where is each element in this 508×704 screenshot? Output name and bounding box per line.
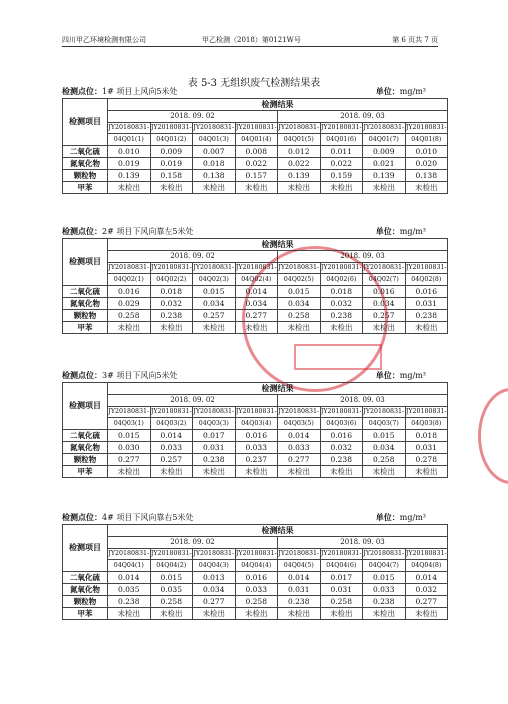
item-name: 氮氧化物 — [63, 583, 108, 595]
item-name: 氮氧化物 — [63, 441, 108, 453]
results-header: 检测结果 — [108, 383, 448, 395]
results-table — [62, 382, 448, 478]
value-cell: 0.033 — [150, 441, 193, 453]
sample-id-suffix: 04Q04(5) — [278, 560, 321, 572]
item-header: 检测项目 — [63, 99, 108, 146]
sample-id-prefix: JY20180831- — [150, 122, 193, 134]
company-name: 四川甲乙环境检测有限公司 — [62, 36, 146, 44]
value-cell: 0.277 — [235, 309, 278, 321]
date-cell: 2018. 09. 02 — [108, 537, 278, 549]
value-cell: 0.014 — [235, 285, 278, 297]
value-cell: 0.157 — [235, 169, 278, 181]
table-row — [63, 169, 448, 181]
item-name: 二氧化硫 — [63, 429, 108, 441]
value-cell: 未检出 — [108, 465, 151, 477]
table-row — [63, 571, 448, 583]
value-cell: 未检出 — [278, 465, 321, 477]
table-row — [63, 309, 448, 321]
value-cell: 0.034 — [363, 297, 406, 309]
results-section — [62, 512, 448, 620]
table-title: 表 5-3 无组织废气检测结果表 — [187, 78, 321, 89]
location-line — [62, 226, 448, 238]
unit-label: 单位： — [375, 86, 400, 96]
value-cell: 未检出 — [363, 465, 406, 477]
value-cell: 0.030 — [108, 441, 151, 453]
sample-id-row — [63, 548, 448, 560]
value-cell: 未检出 — [150, 465, 193, 477]
location-label: 检测点位： — [62, 86, 102, 96]
table-row — [63, 595, 448, 607]
location-value: 2# 项目下风向靠左5米处 — [102, 227, 194, 236]
value-cell: 0.032 — [150, 297, 193, 309]
value-cell: 0.033 — [363, 583, 406, 595]
sample-id-prefix: JY20180831- — [193, 406, 236, 418]
sample-id-prefix: JY20180831- — [108, 406, 151, 418]
report-number: 甲乙检测（2018）第0121W号 — [202, 36, 301, 44]
location-value: 1# 项目上风向5米处 — [102, 87, 178, 96]
value-cell: 0.019 — [108, 157, 151, 169]
item-name: 二氧化硫 — [63, 571, 108, 583]
value-cell: 0.257 — [363, 309, 406, 321]
page-edge-seal — [478, 388, 508, 484]
table-row — [63, 285, 448, 297]
unit-value: mg/m³ — [399, 371, 426, 380]
value-cell: 0.015 — [363, 571, 406, 583]
value-cell: 0.009 — [363, 145, 406, 157]
results-table — [62, 238, 448, 334]
page-header — [62, 34, 438, 47]
date-cell: 2018. 09. 03 — [278, 251, 448, 263]
item-header: 检测项目 — [63, 239, 108, 286]
sample-id-suffix: 04Q03(3) — [193, 418, 236, 430]
table-row — [63, 465, 448, 477]
sample-id-prefix: JY20180831- — [405, 548, 448, 560]
value-cell: 0.017 — [320, 571, 363, 583]
unit-label: 单位： — [375, 512, 400, 522]
table-row — [63, 453, 448, 465]
sample-id-suffix: 04Q01(5) — [278, 134, 321, 146]
value-cell: 未检出 — [235, 465, 278, 477]
sample-id-suffix: 04Q01(2) — [150, 134, 193, 146]
unit-label: 单位： — [375, 370, 400, 380]
value-cell: 0.238 — [405, 309, 448, 321]
sample-id-prefix: JY20180831- — [108, 548, 151, 560]
value-cell: 0.258 — [235, 595, 278, 607]
sample-id-suffix: 04Q04(8) — [405, 560, 448, 572]
sample-id-suffix: 04Q02(1) — [108, 274, 151, 286]
sample-id-prefix: JY20180831- — [235, 406, 278, 418]
location-label: 检测点位： — [62, 512, 102, 522]
sample-id-suffix: 04Q01(8) — [405, 134, 448, 146]
sample-id-row — [63, 134, 448, 146]
sample-id-prefix: JY20180831- — [278, 122, 321, 134]
value-cell: 0.238 — [363, 595, 406, 607]
value-cell: 0.034 — [278, 297, 321, 309]
date-row — [63, 251, 448, 263]
unit-value: mg/m³ — [399, 513, 426, 522]
value-cell: 0.022 — [278, 157, 321, 169]
sample-id-prefix: JY20180831- — [235, 122, 278, 134]
sample-id-suffix: 04Q03(4) — [235, 418, 278, 430]
date-cell: 2018. 09. 03 — [278, 111, 448, 123]
value-cell: 未检出 — [150, 181, 193, 193]
value-cell: 未检出 — [278, 181, 321, 193]
value-cell: 0.035 — [108, 583, 151, 595]
value-cell: 0.022 — [235, 157, 278, 169]
value-cell: 0.014 — [108, 571, 151, 583]
results-section — [62, 370, 448, 478]
sample-id-prefix: JY20180831- — [405, 122, 448, 134]
value-cell: 0.018 — [150, 285, 193, 297]
value-cell: 0.034 — [193, 583, 236, 595]
value-cell: 未检出 — [193, 181, 236, 193]
value-cell: 0.014 — [150, 429, 193, 441]
value-cell: 未检出 — [363, 321, 406, 333]
date-cell: 2018. 09. 02 — [108, 395, 278, 407]
value-cell: 未检出 — [235, 321, 278, 333]
value-cell: 0.257 — [150, 453, 193, 465]
results-header: 检测结果 — [108, 99, 448, 111]
sample-id-suffix: 04Q02(6) — [320, 274, 363, 286]
value-cell: 0.139 — [108, 169, 151, 181]
sample-id-prefix: JY20180831- — [363, 548, 406, 560]
value-cell: 0.257 — [193, 309, 236, 321]
value-cell: 0.016 — [235, 571, 278, 583]
results-header: 检测结果 — [108, 239, 448, 251]
value-cell: 未检出 — [108, 181, 151, 193]
value-cell: 未检出 — [193, 321, 236, 333]
sample-id-prefix: JY20180831- — [363, 406, 406, 418]
value-cell: 未检出 — [278, 607, 321, 619]
table-row — [63, 429, 448, 441]
value-cell: 0.015 — [278, 285, 321, 297]
value-cell: 未检出 — [320, 181, 363, 193]
value-cell: 未检出 — [235, 607, 278, 619]
value-cell: 0.277 — [108, 453, 151, 465]
value-cell: 0.016 — [363, 285, 406, 297]
value-cell: 0.159 — [320, 169, 363, 181]
results-header: 检测结果 — [108, 525, 448, 537]
value-cell: 0.031 — [278, 583, 321, 595]
item-name: 氮氧化物 — [63, 297, 108, 309]
date-row — [63, 537, 448, 549]
sample-id-prefix: JY20180831- — [278, 262, 321, 274]
sample-id-suffix: 04Q03(2) — [150, 418, 193, 430]
item-header: 检测项目 — [63, 383, 108, 430]
table-row — [63, 181, 448, 193]
value-cell: 0.032 — [320, 441, 363, 453]
sample-id-suffix: 04Q02(4) — [235, 274, 278, 286]
location-line — [62, 370, 448, 382]
table-row — [63, 297, 448, 309]
sample-id-row — [63, 274, 448, 286]
value-cell: 0.278 — [405, 453, 448, 465]
item-name: 甲苯 — [63, 465, 108, 477]
value-cell: 未检出 — [108, 607, 151, 619]
sample-id-prefix: JY20180831- — [193, 548, 236, 560]
sample-id-prefix: JY20180831- — [235, 548, 278, 560]
value-cell: 0.138 — [193, 169, 236, 181]
item-header: 检测项目 — [63, 525, 108, 572]
table-row — [63, 583, 448, 595]
header-row — [63, 239, 448, 251]
value-cell: 0.019 — [150, 157, 193, 169]
date-row — [63, 395, 448, 407]
value-cell: 0.018 — [320, 285, 363, 297]
value-cell: 未检出 — [150, 321, 193, 333]
sample-id-suffix: 04Q04(4) — [235, 560, 278, 572]
sample-id-suffix: 04Q01(3) — [193, 134, 236, 146]
item-name: 二氧化硫 — [63, 285, 108, 297]
table-row — [63, 157, 448, 169]
item-name: 颗粒物 — [63, 169, 108, 181]
value-cell: 未检出 — [405, 321, 448, 333]
sample-id-suffix: 04Q02(2) — [150, 274, 193, 286]
value-cell: 未检出 — [320, 465, 363, 477]
sample-id-row — [63, 262, 448, 274]
value-cell: 0.018 — [193, 157, 236, 169]
value-cell: 0.238 — [108, 595, 151, 607]
value-cell: 0.018 — [405, 429, 448, 441]
sample-id-suffix: 04Q03(8) — [405, 418, 448, 430]
value-cell: 0.238 — [150, 309, 193, 321]
sample-id-prefix: JY20180831- — [108, 122, 151, 134]
item-name: 颗粒物 — [63, 309, 108, 321]
sample-id-suffix: 04Q04(3) — [193, 560, 236, 572]
sample-id-suffix: 04Q03(6) — [320, 418, 363, 430]
location-line — [62, 512, 448, 524]
value-cell: 0.009 — [150, 145, 193, 157]
value-cell: 0.020 — [405, 157, 448, 169]
location-label: 检测点位： — [62, 226, 102, 236]
item-name: 甲苯 — [63, 321, 108, 333]
value-cell: 0.238 — [320, 309, 363, 321]
date-cell: 2018. 09. 03 — [278, 395, 448, 407]
value-cell: 0.031 — [193, 441, 236, 453]
value-cell: 0.014 — [405, 571, 448, 583]
value-cell: 0.238 — [320, 453, 363, 465]
sample-id-suffix: 04Q03(7) — [363, 418, 406, 430]
value-cell: 0.258 — [150, 595, 193, 607]
value-cell: 0.034 — [363, 441, 406, 453]
value-cell: 未检出 — [363, 607, 406, 619]
sample-id-prefix: JY20180831- — [320, 406, 363, 418]
sample-id-suffix: 04Q01(6) — [320, 134, 363, 146]
results-table — [62, 524, 448, 620]
sample-id-row — [63, 418, 448, 430]
sample-id-prefix: JY20180831- — [150, 548, 193, 560]
value-cell: 0.034 — [193, 297, 236, 309]
item-name: 颗粒物 — [63, 453, 108, 465]
sample-id-suffix: 04Q01(7) — [363, 134, 406, 146]
value-cell: 0.035 — [150, 583, 193, 595]
item-name: 甲苯 — [63, 607, 108, 619]
value-cell: 0.238 — [193, 453, 236, 465]
table-row — [63, 607, 448, 619]
value-cell: 未检出 — [193, 465, 236, 477]
location-value: 3# 项目下风向5米处 — [102, 371, 178, 380]
value-cell: 0.010 — [108, 145, 151, 157]
sample-id-prefix: JY20180831- — [235, 262, 278, 274]
table-row — [63, 321, 448, 333]
value-cell: 0.010 — [405, 145, 448, 157]
location-line — [62, 86, 448, 98]
sample-id-row — [63, 122, 448, 134]
value-cell: 0.015 — [150, 571, 193, 583]
value-cell: 0.012 — [278, 145, 321, 157]
value-cell: 0.014 — [278, 429, 321, 441]
value-cell: 0.015 — [193, 285, 236, 297]
sample-id-suffix: 04Q03(5) — [278, 418, 321, 430]
value-cell: 未检出 — [363, 181, 406, 193]
value-cell: 0.016 — [320, 429, 363, 441]
sample-id-suffix: 04Q01(1) — [108, 134, 151, 146]
sample-id-prefix: JY20180831- — [320, 262, 363, 274]
value-cell: 0.016 — [405, 285, 448, 297]
value-cell: 0.258 — [363, 453, 406, 465]
value-cell: 0.013 — [193, 571, 236, 583]
results-section — [62, 86, 448, 194]
value-cell: 0.032 — [320, 297, 363, 309]
value-cell: 未检出 — [108, 321, 151, 333]
item-name: 颗粒物 — [63, 595, 108, 607]
sample-id-prefix: JY20180831- — [150, 262, 193, 274]
value-cell: 未检出 — [405, 181, 448, 193]
value-cell: 0.014 — [278, 571, 321, 583]
unit-text — [376, 86, 426, 97]
value-cell: 0.015 — [108, 429, 151, 441]
value-cell: 0.033 — [278, 441, 321, 453]
value-cell: 0.258 — [320, 595, 363, 607]
location-label: 检测点位： — [62, 370, 102, 380]
sample-id-prefix: JY20180831- — [193, 262, 236, 274]
value-cell: 0.277 — [193, 595, 236, 607]
sample-id-suffix: 04Q02(5) — [278, 274, 321, 286]
value-cell: 未检出 — [193, 607, 236, 619]
value-cell: 0.139 — [278, 169, 321, 181]
value-cell: 未检出 — [235, 181, 278, 193]
value-cell: 0.017 — [193, 429, 236, 441]
sample-id-prefix: JY20180831- — [278, 406, 321, 418]
sample-id-prefix: JY20180831- — [278, 548, 321, 560]
date-cell: 2018. 09. 02 — [108, 251, 278, 263]
value-cell: 0.237 — [235, 453, 278, 465]
value-cell: 0.032 — [405, 583, 448, 595]
date-row — [63, 111, 448, 123]
sample-id-row — [63, 406, 448, 418]
sample-id-prefix: JY20180831- — [150, 406, 193, 418]
value-cell: 0.158 — [150, 169, 193, 181]
value-cell: 0.138 — [405, 169, 448, 181]
date-cell: 2018. 09. 03 — [278, 537, 448, 549]
value-cell: 0.031 — [320, 583, 363, 595]
unit-value: mg/m³ — [399, 227, 426, 236]
sample-id-suffix: 04Q02(7) — [363, 274, 406, 286]
item-name: 二氧化硫 — [63, 145, 108, 157]
value-cell: 未检出 — [405, 607, 448, 619]
unit-text — [376, 370, 426, 381]
value-cell: 0.016 — [235, 429, 278, 441]
value-cell: 0.258 — [108, 309, 151, 321]
value-cell: 0.277 — [405, 595, 448, 607]
header-row — [63, 525, 448, 537]
date-cell: 2018. 09. 02 — [108, 111, 278, 123]
sample-id-suffix: 04Q04(6) — [320, 560, 363, 572]
sample-id-suffix: 04Q01(4) — [235, 134, 278, 146]
unit-text — [376, 226, 426, 237]
sample-id-suffix: 04Q04(2) — [150, 560, 193, 572]
value-cell: 0.031 — [405, 297, 448, 309]
item-name: 氮氧化物 — [63, 157, 108, 169]
value-cell: 0.277 — [278, 453, 321, 465]
item-name: 甲苯 — [63, 181, 108, 193]
header-row — [63, 383, 448, 395]
sample-id-prefix: JY20180831- — [193, 122, 236, 134]
value-cell: 0.033 — [235, 583, 278, 595]
sample-id-prefix: JY20180831- — [320, 548, 363, 560]
sample-id-suffix: 04Q02(3) — [193, 274, 236, 286]
value-cell: 0.008 — [235, 145, 278, 157]
value-cell: 0.034 — [235, 297, 278, 309]
header-row — [63, 99, 448, 111]
seal-inner-box — [294, 344, 382, 370]
table-row — [63, 441, 448, 453]
sample-id-suffix: 04Q04(7) — [363, 560, 406, 572]
table-row — [63, 145, 448, 157]
value-cell: 0.258 — [278, 309, 321, 321]
sample-id-prefix: JY20180831- — [363, 122, 406, 134]
value-cell: 0.011 — [320, 145, 363, 157]
results-section — [62, 226, 448, 334]
value-cell: 0.029 — [108, 297, 151, 309]
value-cell: 0.022 — [320, 157, 363, 169]
sample-id-prefix: JY20180831- — [405, 406, 448, 418]
value-cell: 未检出 — [150, 607, 193, 619]
sample-id-suffix: 04Q04(1) — [108, 560, 151, 572]
location-value: 4# 项目下风向靠右5米处 — [102, 513, 194, 522]
value-cell: 未检出 — [405, 465, 448, 477]
value-cell: 未检出 — [320, 321, 363, 333]
unit-text — [376, 512, 426, 523]
results-table — [62, 98, 448, 194]
value-cell: 0.015 — [363, 429, 406, 441]
value-cell: 0.238 — [278, 595, 321, 607]
unit-label: 单位： — [375, 226, 400, 236]
value-cell: 0.016 — [108, 285, 151, 297]
value-cell: 0.031 — [405, 441, 448, 453]
sample-id-prefix: JY20180831- — [405, 262, 448, 274]
value-cell: 未检出 — [278, 321, 321, 333]
sample-id-row — [63, 560, 448, 572]
sample-id-suffix: 04Q03(1) — [108, 418, 151, 430]
value-cell: 0.021 — [363, 157, 406, 169]
sample-id-prefix: JY20180831- — [363, 262, 406, 274]
sample-id-prefix: JY20180831- — [320, 122, 363, 134]
page-number: 第 6 页共 7 页 — [392, 36, 438, 44]
value-cell: 0.033 — [235, 441, 278, 453]
sample-id-suffix: 04Q02(8) — [405, 274, 448, 286]
value-cell: 0.007 — [193, 145, 236, 157]
sample-id-prefix: JY20180831- — [108, 262, 151, 274]
value-cell: 0.139 — [363, 169, 406, 181]
unit-value: mg/m³ — [399, 87, 426, 96]
value-cell: 未检出 — [320, 607, 363, 619]
